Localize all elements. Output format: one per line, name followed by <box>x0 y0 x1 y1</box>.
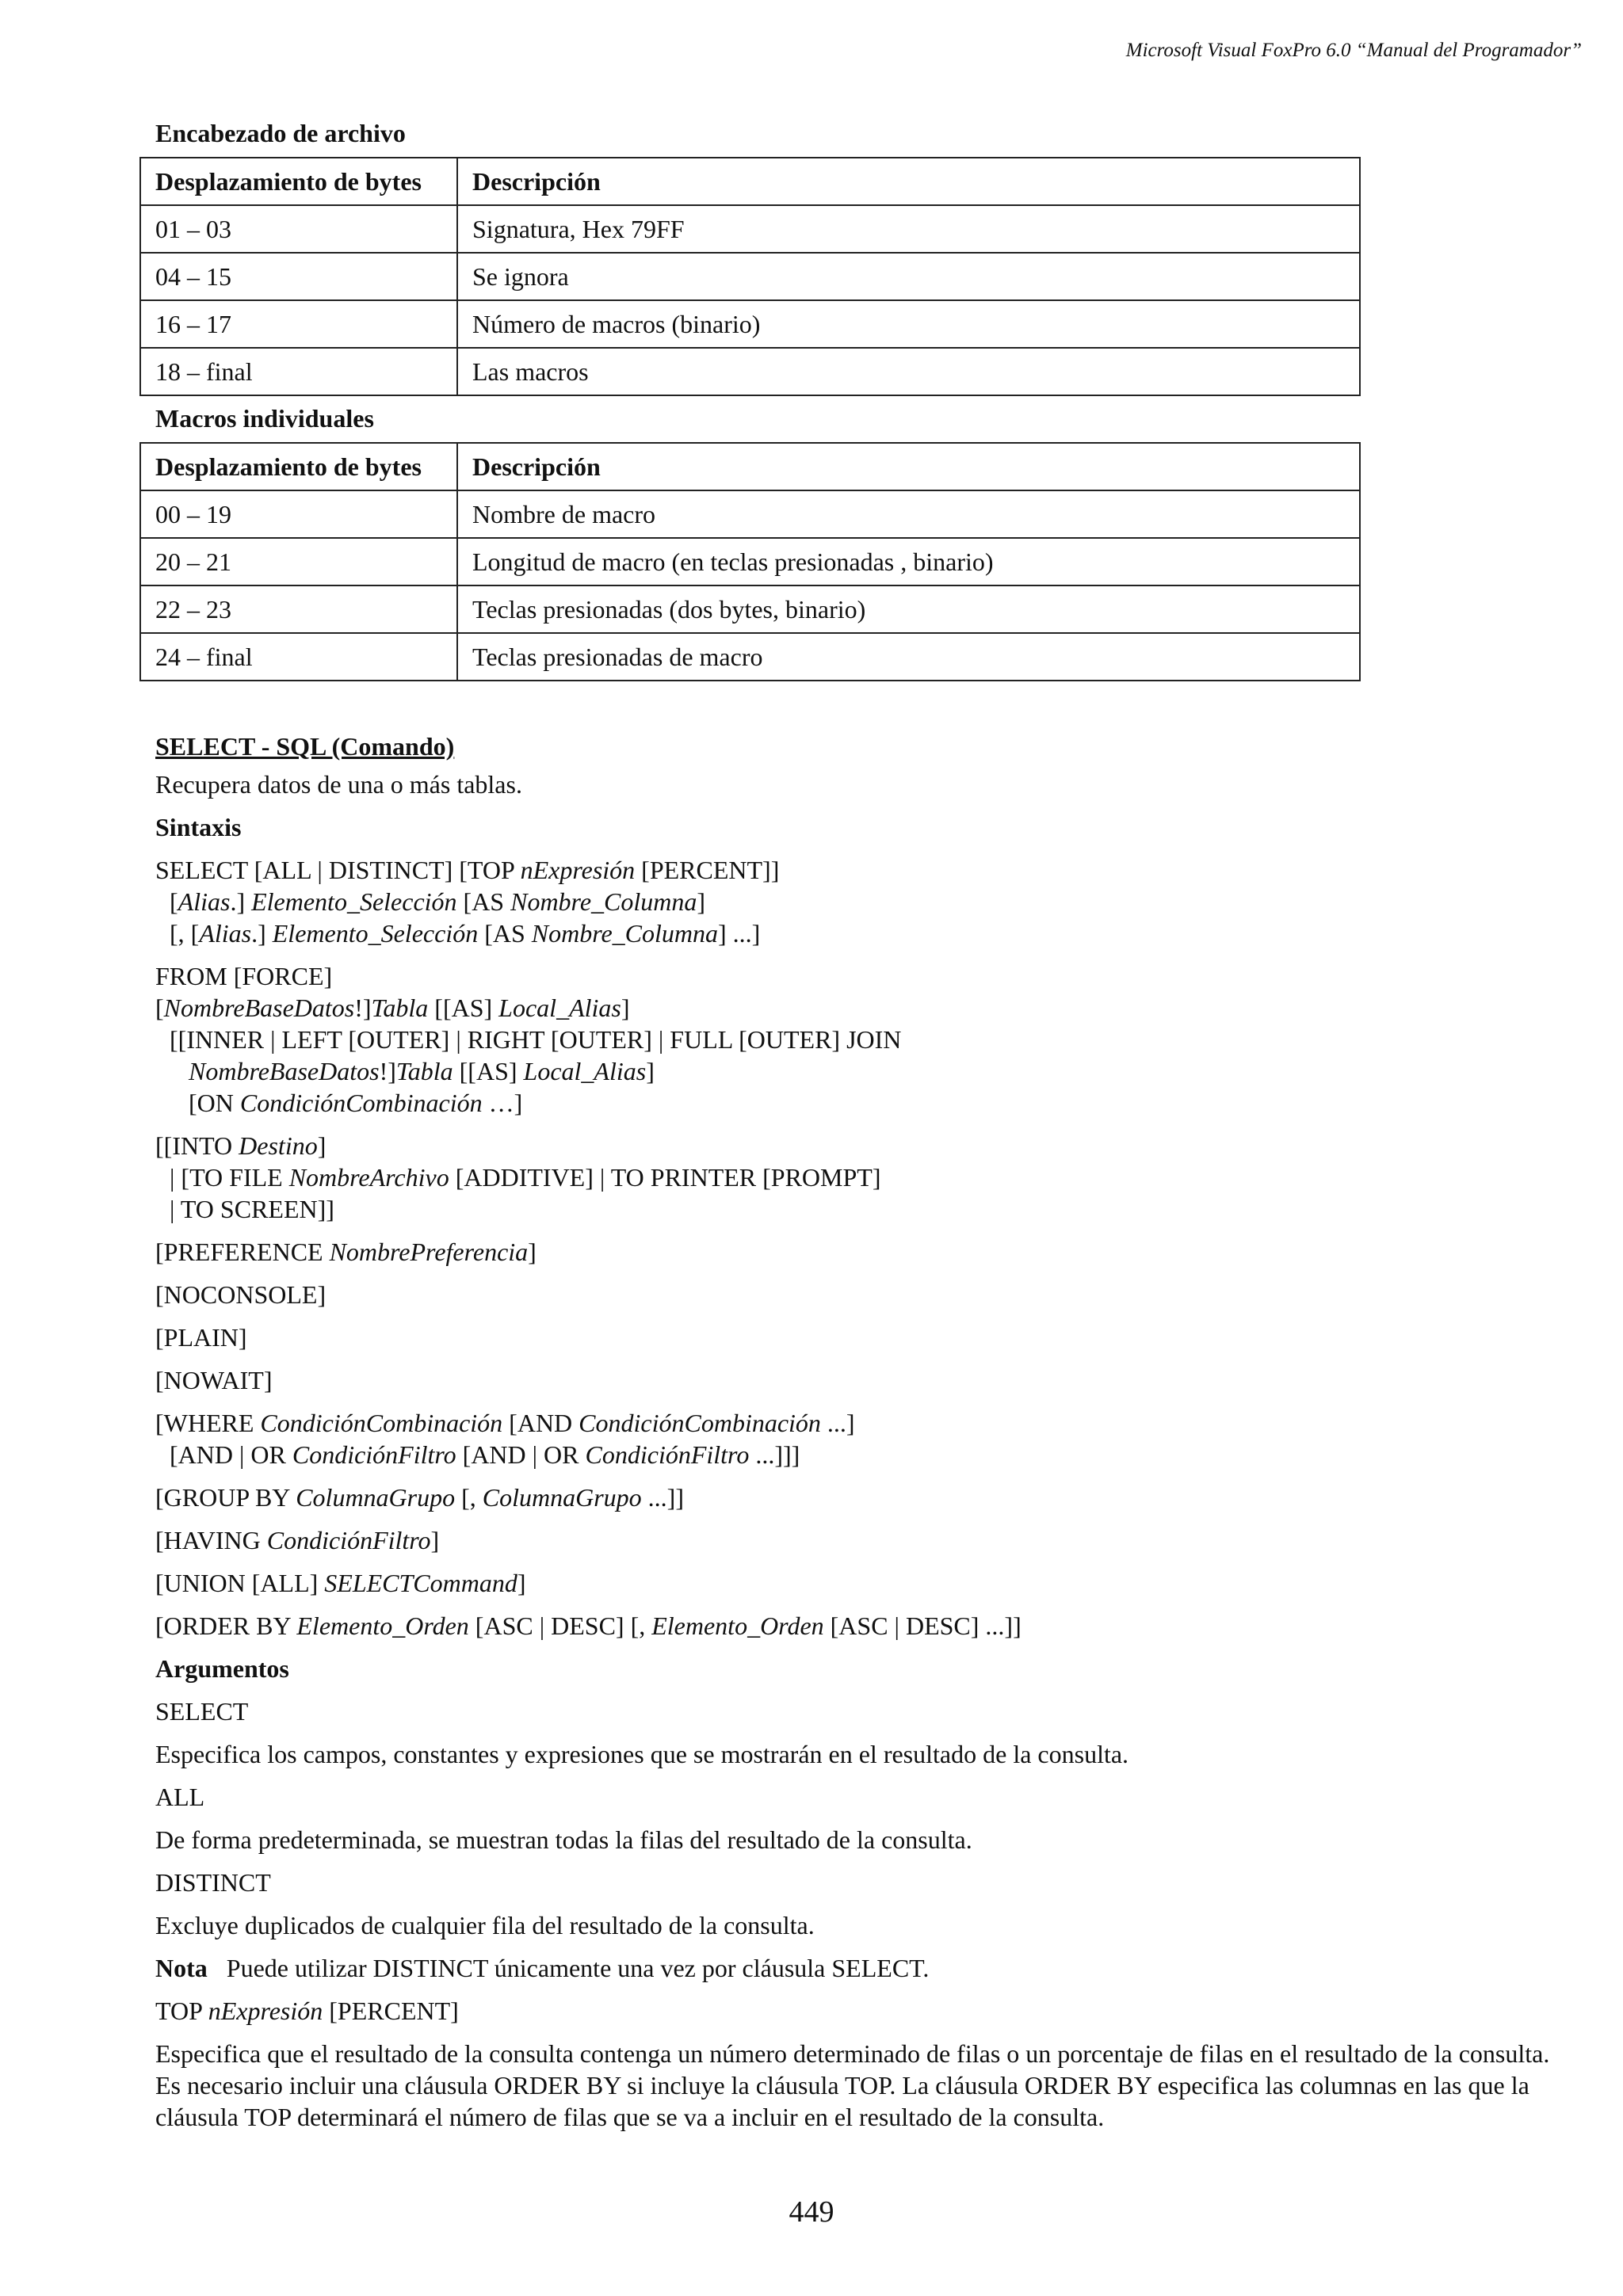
argument-term: SELECT <box>155 1697 249 1726</box>
syntax-where-block <box>155 1407 1566 1470</box>
command-title: SELECT - SQL (Comando) <box>155 732 455 761</box>
page-content <box>155 111 1566 2144</box>
individual-macros-table <box>139 442 1361 681</box>
offset-cell: 24 – final <box>140 633 457 681</box>
syntax-line: [WHERE CondiciónCombinación [AND CondiciónCombinación ...] <box>155 1409 855 1437</box>
syntax-line: | [TO FILE NombreArchivo [ADDITIVE] | TO PRINTER [PROMPT] <box>170 1163 881 1192</box>
syntax-line: [AND | OR CondiciónFiltro [AND | OR CondiciónFiltro ...]]] <box>170 1440 800 1469</box>
syntax-line: [NOWAIT] <box>155 1366 273 1394</box>
description-cell: Número de macros (binario) <box>457 300 1360 348</box>
table-row <box>140 253 1360 300</box>
description-cell: Teclas presionadas (dos bytes, binario) <box>457 585 1360 633</box>
syntax-line: [[INTO Destino] <box>155 1131 327 1160</box>
offset-cell: 20 – 21 <box>140 538 457 585</box>
note <box>155 1952 1566 1984</box>
argument-description: Especifica los campos, constantes y expresiones que se mostrarán en el resultado de la consulta. <box>155 1740 1129 1768</box>
table-row <box>140 633 1360 681</box>
description-cell: Longitud de macro (en teclas presionadas , binario) <box>457 538 1360 585</box>
description-cell: Nombre de macro <box>457 490 1360 538</box>
running-header: Microsoft Visual FoxPro 6.0 “Manual del Programador” <box>1125 40 1582 61</box>
file-header-title: Encabezado de archivo <box>155 119 406 147</box>
table-row <box>140 205 1360 253</box>
syntax-line: [ON CondiciónCombinación …] <box>189 1089 523 1117</box>
offset-cell: 16 – 17 <box>140 300 457 348</box>
syntax-heading: Sintaxis <box>155 813 242 841</box>
table-header-row <box>140 158 1360 205</box>
page-number: 449 <box>789 2195 834 2229</box>
syntax-line: [PREFERENCE NombrePreferencia] <box>155 1238 537 1266</box>
column-header: Descripción <box>457 443 1360 490</box>
table-header-row <box>140 443 1360 490</box>
argument-description: De forma predeterminada, se muestran todas la filas del resultado de la consulta. <box>155 1825 972 1854</box>
syntax-line: [GROUP BY ColumnaGrupo [, ColumnaGrupo ...]] <box>155 1483 684 1512</box>
syntax-line: [ORDER BY Elemento_Orden [ASC | DESC] [, Elemento_Orden [ASC | DESC] ...]] <box>155 1611 1022 1640</box>
description-cell: Se ignora <box>457 253 1360 300</box>
syntax-line: [UNION [ALL] SELECTCommand] <box>155 1569 526 1597</box>
offset-cell: 01 – 03 <box>140 205 457 253</box>
syntax-line: | TO SCREEN]] <box>170 1195 334 1223</box>
syntax-line: [, [Alias.] Elemento_Selección [AS Nombre_Columna] ...] <box>170 919 761 948</box>
note-text: Puede utilizar DISTINCT únicamente una vez por cláusula SELECT. <box>226 1954 930 1982</box>
syntax-line: [NOCONSOLE] <box>155 1280 327 1309</box>
column-header: Desplazamiento de bytes <box>140 443 457 490</box>
table-row <box>140 348 1360 395</box>
argument-term: TOP nExpresión [PERCENT] <box>155 1997 459 2025</box>
syntax-line: NombreBaseDatos!]Tabla [[AS] Local_Alias] <box>189 1057 655 1085</box>
offset-cell: 22 – 23 <box>140 585 457 633</box>
offset-cell: 00 – 19 <box>140 490 457 538</box>
arguments-heading: Argumentos <box>155 1654 289 1683</box>
argument-term: ALL <box>155 1783 205 1811</box>
syntax-select-block <box>155 854 1566 949</box>
command-summary: Recupera datos de una o más tablas. <box>155 770 522 799</box>
note-label: Nota <box>155 1954 208 1982</box>
file-header-table <box>139 157 1361 396</box>
syntax-from-block <box>155 960 1566 1119</box>
syntax-line: [PLAIN] <box>155 1323 247 1352</box>
description-cell: Las macros <box>457 348 1360 395</box>
column-header: Desplazamiento de bytes <box>140 158 457 205</box>
table-row <box>140 538 1360 585</box>
syntax-line: [[INNER | LEFT [OUTER] | RIGHT [OUTER] | FULL [OUTER] JOIN <box>170 1025 902 1054</box>
description-cell: Signatura, Hex 79FF <box>457 205 1360 253</box>
syntax-line: FROM [FORCE] <box>155 962 333 990</box>
syntax-line: [NombreBaseDatos!]Tabla [[AS] Local_Alias] <box>155 994 630 1022</box>
syntax-line: [HAVING CondiciónFiltro] <box>155 1526 440 1554</box>
argument-term: DISTINCT <box>155 1868 271 1897</box>
argument-description: Excluye duplicados de cualquier fila del resultado de la consulta. <box>155 1911 815 1939</box>
offset-cell: 04 – 15 <box>140 253 457 300</box>
syntax-line: [Alias.] Elemento_Selección [AS Nombre_Columna] <box>170 887 706 916</box>
table-row <box>140 585 1360 633</box>
table-row <box>140 490 1360 538</box>
syntax-into-block <box>155 1130 1566 1225</box>
argument-description: Especifica que el resultado de la consulta contenga un número determinado de filas o un porcentaje de filas en el resultado de la consulta. Es necesario incluir una cláusula ORDER BY si incluye la cláusula TOP. La cláusula ORDER BY especifica las columnas en las que la cláusula TOP determinará el número de filas que se va a incluir en el resultado de la consulta. <box>155 2039 1550 2131</box>
individual-macros-title: Macros individuales <box>155 404 374 433</box>
syntax-line: SELECT [ALL | DISTINCT] [TOP nExpresión [PERCENT]] <box>155 856 780 884</box>
description-cell: Teclas presionadas de macro <box>457 633 1360 681</box>
table-row <box>140 300 1360 348</box>
column-header: Descripción <box>457 158 1360 205</box>
offset-cell: 18 – final <box>140 348 457 395</box>
